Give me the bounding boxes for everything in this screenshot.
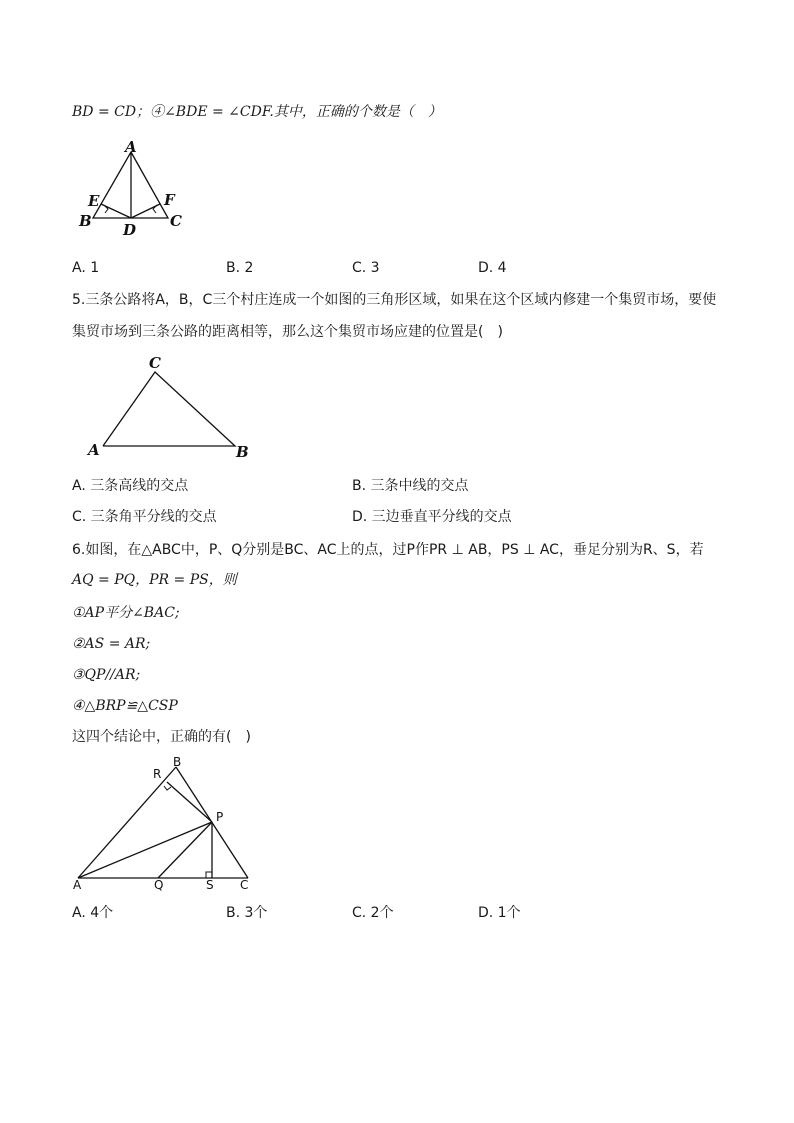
q4-label-D: D xyxy=(123,221,137,239)
q6-statement-2: ②AS = AR; xyxy=(72,636,151,652)
q6-stem-line1: 6.如图，在△ABC中，P、Q分别是BC、AC上的点，过P作PR ⊥ AB，PS ⊥ AC，垂足分别为R、S，若 xyxy=(72,542,704,558)
q4-option-c[interactable]: C. 3 xyxy=(352,260,380,276)
q5-option-b[interactable]: B. 三条中线的交点 xyxy=(352,478,469,494)
q6-statement-4: ④△BRP≌△CSP xyxy=(72,698,178,714)
q4-label-C: C xyxy=(170,212,182,230)
q6-label-B: B xyxy=(173,755,182,769)
q5-label-B: B xyxy=(236,443,249,461)
q5-label-C: C xyxy=(149,354,161,372)
q6-label-C: C xyxy=(240,878,249,892)
q6-option-a[interactable]: A. 4个 xyxy=(72,905,114,921)
q5-stem-line1: 5.三条公路将A，B，C三个村庄连成一个如图的三角形区域，如果在这个区域内修建一个集贸市场，要使 xyxy=(72,292,717,308)
q6-option-d[interactable]: D. 1个 xyxy=(478,905,521,921)
q6-question: 这四个结论中，正确的有( ) xyxy=(72,729,251,745)
q5-option-d[interactable]: D. 三边垂直平分线的交点 xyxy=(352,509,512,525)
q4-option-d[interactable]: D. 4 xyxy=(478,260,507,276)
q4-label-E: E xyxy=(88,192,100,210)
q6-statement-1: ①AP平分∠BAC; xyxy=(72,605,180,621)
q6-label-P: P xyxy=(216,810,224,824)
q5-option-a[interactable]: A. 三条高线的交点 xyxy=(72,478,189,494)
q6-statement-3: ③QP//AR; xyxy=(72,667,141,683)
q6-stem-line2: AQ = PQ，PR = PS，则 xyxy=(72,572,237,588)
q5-stem-line2: 集贸市场到三条公路的距离相等，那么这个集贸市场应建的位置是( ) xyxy=(72,324,503,340)
q4-label-B: B xyxy=(79,212,92,230)
q6-option-c[interactable]: C. 2个 xyxy=(352,905,394,921)
q4-label-A: A xyxy=(125,138,137,156)
q5-label-A: A xyxy=(88,441,100,459)
q6-label-R: R xyxy=(153,767,162,781)
q6-option-b[interactable]: B. 3个 xyxy=(226,905,268,921)
q4-option-a[interactable]: A. 1 xyxy=(72,260,100,276)
q4-label-F: F xyxy=(164,191,175,209)
q5-option-c[interactable]: C. 三条角平分线的交点 xyxy=(72,509,217,525)
q4-statement-tail: BD = CD；④∠BDE = ∠CDF.其中，正确的个数是（ ） xyxy=(72,104,442,120)
q6-label-Q: Q xyxy=(154,878,164,892)
q6-label-A: A xyxy=(73,878,82,892)
q4-option-b[interactable]: B. 2 xyxy=(226,260,254,276)
q6-label-S: S xyxy=(206,878,214,892)
